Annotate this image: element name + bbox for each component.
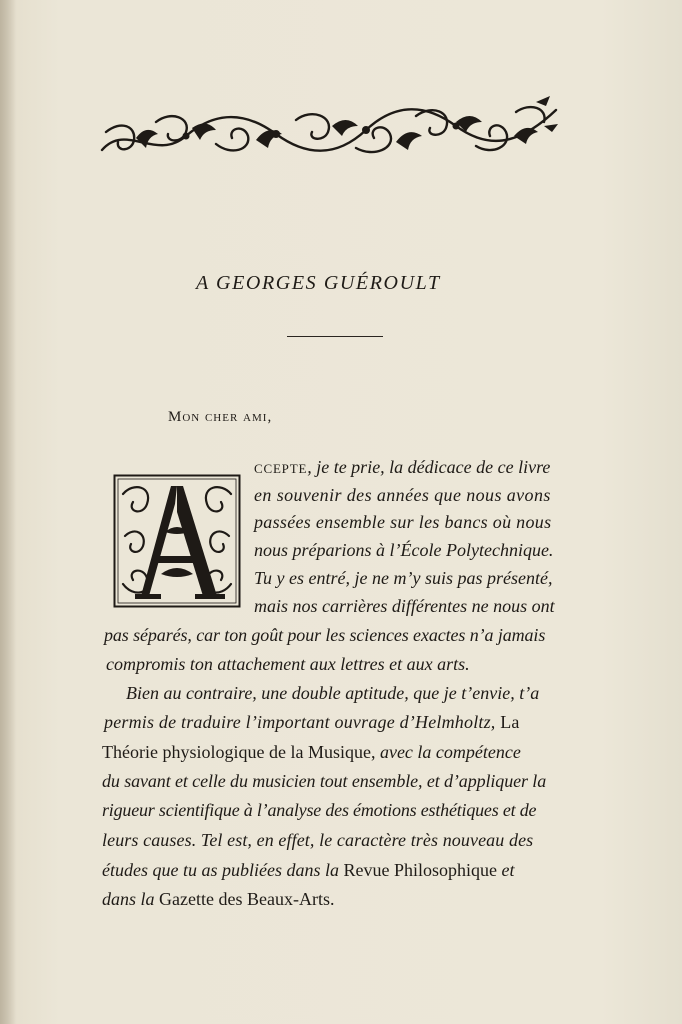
text-line-7 xyxy=(104,626,545,644)
line-text: en souvenir des années que nous avons xyxy=(254,485,551,505)
line-text: du savant et celle du musicien tout ensemble, et d’appliquer la xyxy=(102,771,547,791)
text-line-5 xyxy=(254,569,552,587)
line-text: , je te prie, la dédicace de ce livre xyxy=(307,457,551,477)
dedication-title: A GEORGES GUÉROULT xyxy=(196,272,441,294)
text-line-2 xyxy=(254,486,551,504)
line-roman: Gazette des Beaux-Arts xyxy=(154,889,330,909)
text-line-11 xyxy=(102,743,521,761)
line-text: mais nos carrières différentes ne nous ont xyxy=(254,596,555,616)
text-line-3 xyxy=(254,513,551,531)
gutter-shadow xyxy=(0,0,16,1024)
text-line-16 xyxy=(102,890,334,908)
line-text-after: et xyxy=(496,860,515,880)
text-line-1 xyxy=(254,458,550,476)
line-roman: La xyxy=(495,712,520,732)
line-text: pas séparés, car ton goût pour les sciences exactes n’a jamais xyxy=(104,625,546,645)
decorated-initial-a xyxy=(113,474,241,608)
line-roman: Revue Philosophique xyxy=(338,860,497,880)
text-line-15 xyxy=(102,861,514,879)
text-line-9 xyxy=(126,684,539,702)
dropcap-continuation: ccepte xyxy=(254,457,308,477)
line-text: compromis ton attachement aux lettres et aux arts. xyxy=(106,654,470,674)
text-line-13 xyxy=(102,801,536,819)
line-roman: Théorie physiologique de la Musique, xyxy=(102,742,376,762)
line-roman-after: . xyxy=(329,889,335,909)
text-line-4 xyxy=(254,541,553,559)
line-text: leurs causes. Tel est, en effet, le caractère très nouveau des xyxy=(102,830,534,850)
text-line-6 xyxy=(254,597,555,615)
line-text: passées ensemble sur les bancs où nous xyxy=(254,512,552,532)
text-line-8 xyxy=(106,655,470,673)
ornamental-headpiece xyxy=(96,92,564,170)
text-line-10 xyxy=(104,713,520,731)
line-text: permis de traduire l’important ouvrage d’Helmholtz, xyxy=(104,712,496,732)
line-text: dans la xyxy=(102,889,155,909)
salutation: Mon cher ami, xyxy=(168,409,273,425)
line-text: études que tu as publiées dans la xyxy=(102,860,339,880)
text-line-12 xyxy=(102,772,546,790)
line-text: Bien au contraire, une double aptitude, que je t’envie, t’a xyxy=(126,683,540,703)
title-rule xyxy=(287,336,383,337)
line-text: avec la compétence xyxy=(375,742,521,762)
text-line-14 xyxy=(102,831,533,849)
line-text: Tu y es entré, je ne m’y suis pas présenté, xyxy=(254,568,553,588)
line-text: nous préparions à l’École Polytechnique. xyxy=(254,540,554,560)
line-text: rigueur scientifique à l’analyse des émotions esthétiques et de xyxy=(102,800,537,820)
